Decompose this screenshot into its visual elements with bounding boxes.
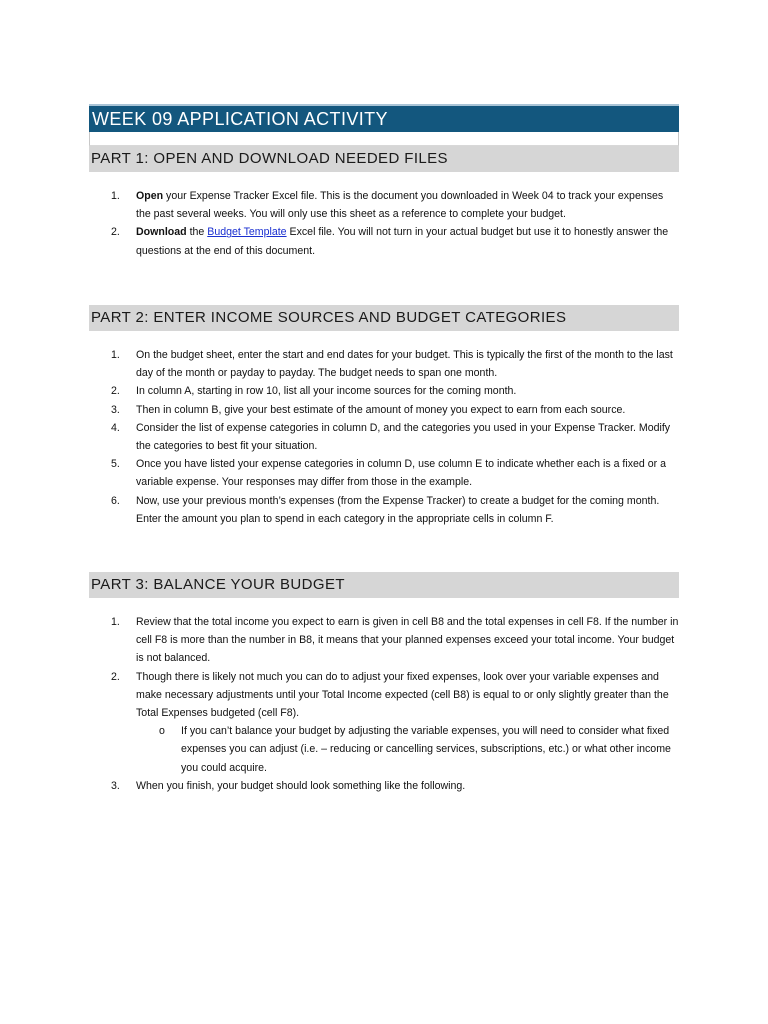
item-number: 5. xyxy=(111,458,120,471)
part1-list xyxy=(109,187,679,260)
item-text-pre: the xyxy=(186,226,208,239)
item-text: Now, use your previous month’s expenses (from the Expense Tracker) to create a budget for the coming month. Enter the amount you plan to spend in each category in the appropriate cells in column F. xyxy=(136,494,660,525)
list-item xyxy=(109,492,679,528)
list-item xyxy=(109,613,679,668)
item-number: 3. xyxy=(111,403,120,416)
item-text: your Expense Tracker Excel file. This is the document you downloaded in Week 04 to track your expenses the past several weeks. You will only use this sheet as a reference to complete your budget. xyxy=(136,190,664,221)
document-title: WEEK 09 APPLICATION ACTIVITY xyxy=(89,104,679,132)
item-number: 2. xyxy=(111,670,120,683)
item-text: Though there is likely not much you can do to adjust your fixed expenses, look over your variable expenses and make necessary adjustments until your Total Income expected (cell B8) is equal to or only slightly greater than the Total Expenses budgeted (cell F8). xyxy=(136,670,669,720)
bullet-marker: o xyxy=(159,725,165,738)
item-number: 6. xyxy=(111,494,120,507)
list-item xyxy=(109,187,679,223)
item-text: Review that the total income you expect to earn is given in cell B8 and the total expenses in cell F8. If the number in cell F8 is more than the number in B8, it means that your planned expenses exceed your total income. Your budget is not balanced. xyxy=(136,616,679,665)
item-text: Excel file. You will not turn in your actual budget but use it to honestly answer the questions at the end of this document. xyxy=(136,226,669,257)
item-number: 1. xyxy=(111,190,120,202)
item-number: 3. xyxy=(111,779,120,792)
part3-heading: PART 3: BALANCE YOUR BUDGET xyxy=(89,572,679,598)
part2-list xyxy=(109,346,679,528)
part2-heading: PART 2: ENTER INCOME SOURCES AND BUDGET CATEGORIES xyxy=(89,305,679,331)
item-text: Once you have listed your expense categories in column D, use column E to indicate whether each is a fixed or a variable expense. Your responses may differ from those in the example. xyxy=(136,458,666,489)
list-item xyxy=(109,223,679,259)
sub-list-item xyxy=(136,722,679,777)
item-text: On the budget sheet, enter the start and end dates for your budget. This is typically the first of the month to the last day of the month or payday to payday. The budget needs to span one month. xyxy=(136,349,673,380)
part1-heading: PART 1: OPEN AND DOWNLOAD NEEDED FILES xyxy=(89,146,679,172)
list-item xyxy=(109,382,679,400)
item-text: In column A, starting in row 10, list all your income sources for the coming month. xyxy=(136,385,517,398)
item-lead: Open xyxy=(136,190,164,202)
item-number: 2. xyxy=(111,385,120,398)
list-item xyxy=(109,777,679,795)
item-number: 2. xyxy=(111,226,120,239)
budget-template-link[interactable]: Budget Template xyxy=(207,226,287,239)
part3-list xyxy=(109,613,679,795)
list-item xyxy=(109,668,679,777)
item-number: 1. xyxy=(111,349,120,361)
item-text: Then in column B, give your best estimate of the amount of money you expect to earn from each source. xyxy=(136,403,626,416)
item-number: 4. xyxy=(111,421,120,434)
list-item xyxy=(109,401,679,419)
item-number: 1. xyxy=(111,616,120,628)
item-text: When you finish, your budget should look something like the following. xyxy=(136,779,466,792)
list-item xyxy=(109,346,679,382)
list-item xyxy=(109,455,679,491)
sub-item-text: If you can’t balance your budget by adjusting the variable expenses, you will need to consider what fixed expenses you can adjust (i.e. – reducing or cancelling services, subscriptions, etc.) or what other income you could acquire. xyxy=(181,725,671,774)
item-text: Consider the list of expense categories in column D, and the categories you used in your Expense Tracker. Modify the categories to best fit your situation. xyxy=(136,421,671,453)
title-underline-box xyxy=(89,132,679,146)
sub-list xyxy=(136,722,679,777)
item-lead: Download xyxy=(136,226,187,239)
list-item xyxy=(109,419,679,455)
